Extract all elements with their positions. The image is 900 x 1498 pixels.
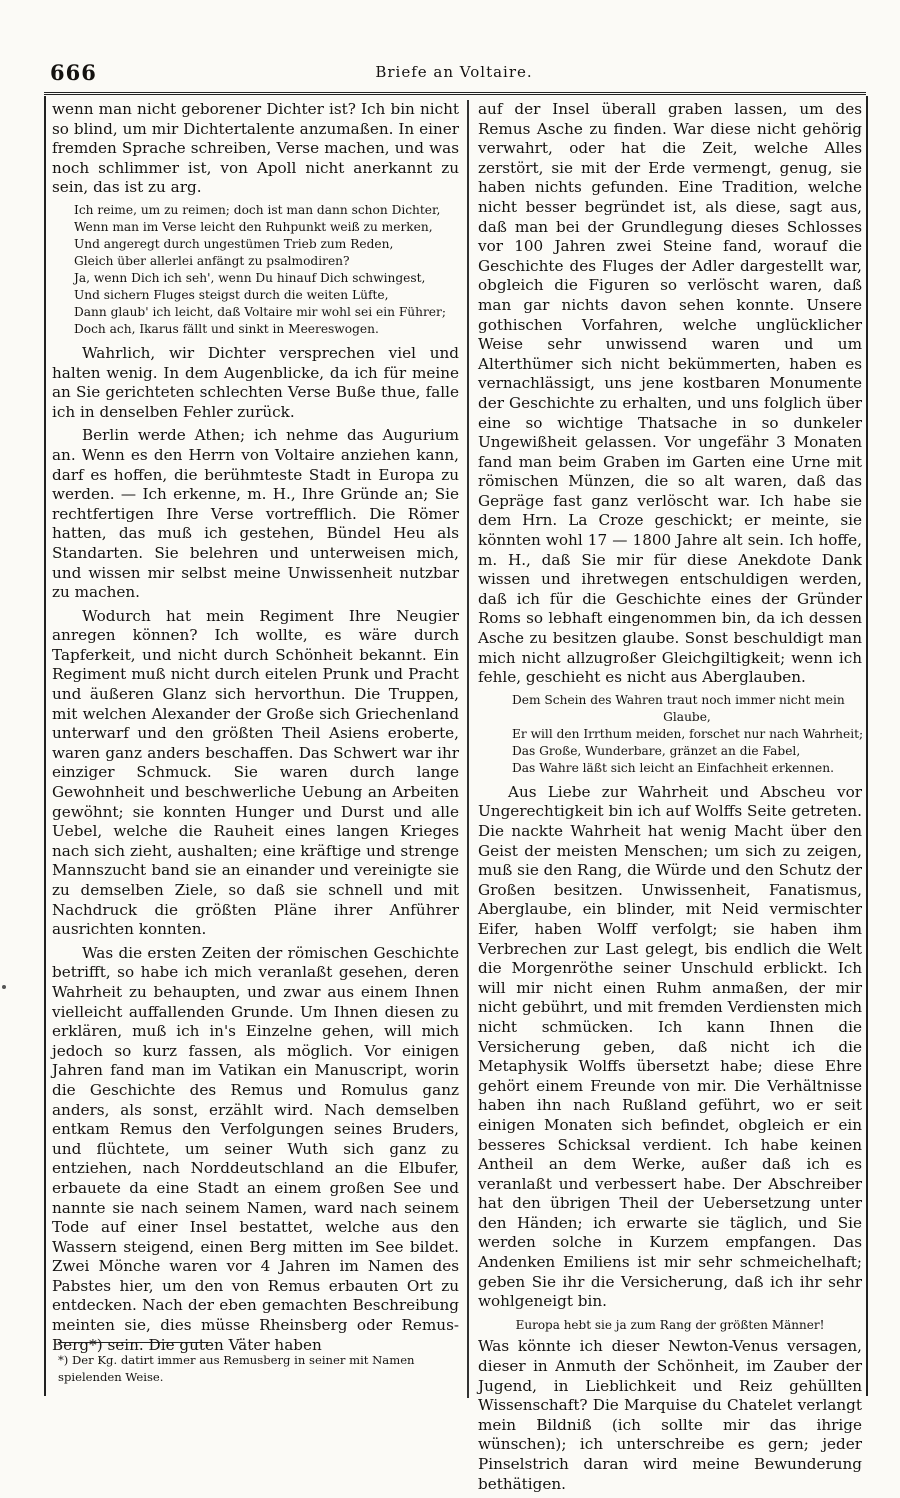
paragraph: Aus Liebe zur Wahrheit und Abscheu vor Ungerechtigkeit bin ich auf Wolffs Seite getreten. Die nackte Wahrheit hat wenig Macht über den Geist der meisten Menschen; um sich zu zeigen, muß sie den Rang, die Würde und den Schutz der Großen besitzen. Unwissenheit, Fanatismus, Aberglaube, ein blinder, mit Neid vermischter Eifer, haben Wolff verfolgt; sie haben ihm Verbrechen zur Last gelegt, bis endlich die Welt die Morgenröthe seiner Unschuld erblickt. Ich will mir nicht einen Ruhm anmaßen, der mir nicht gebührt, und mit fremden Verdiensten mich nicht schmücken. Ich kann Ihnen die Versicherung geben, daß nicht ich die Metaphysik Wolffs übersetzt habe; diese Ehre gehört einem Freunde von mir. Die Verhältnisse haben ihn nach Rußland geführt, wo er seit einigen Monaten sich befindet, obgleich er ein besseres Schicksal verdient. Ich habe keinen Antheil an dem Werke, außer daß ich es veranlaßt und verbessert habe. Der Abschreiber hat den übrigen Theil der Uebersetzung unter den Händen; ich erwarte sie täglich, und Sie werden solche in Kurzem empfangen. Das Andenken Emiliens ist mir sehr schmeichelhaft; geben Sie ihr die Versicherung, daß ich ihr sehr wohlgeneigt bin. bbox=[478, 782, 862, 1311]
paragraph: Wodurch hat mein Regiment Ihre Neugier anregen können? Ich wollte, es wäre durch Tapferkeit, und nicht durch Schönheit bekannt. Ein Regiment muß nicht durch eitelen Prunk und Pracht und äußeren Glanz sich hervorthun. Die Truppen, mit welchen Alexander der Große sich Griechenland unterwarf und den größten Theil Asiens eroberte, waren ganz anders beschaffen. Das Schwert war ihr einziger Schmuck. Sie waren durch lange Gewohnheit und beschwerliche Uebung an Arbeiten gewöhnt; sie konnten Hunger und Durst und alle Uebel, welche die Rauheit eines langen Krieges nach sich zieht, aushalten; eine kräftige und strenge Mannszucht band sie an einander und vereinigte sie zu demselben Ziele, so daß sie schnell und mit Nachdruck die größten Pläne ihrer Anführer ausrichten konnten. bbox=[52, 606, 459, 939]
paragraph: Wahrlich, wir Dichter versprechen viel und halten wenig. In dem Augenblicke, da ich für meine an Sie gerichteten schlechten Verse Buße thue, falle ich in denselben Fehler zurück. bbox=[52, 343, 459, 421]
verse-line: Glaube, bbox=[663, 709, 711, 724]
paragraph: Berlin werde Athen; ich nehme das Augurium an. Wenn es den Herrn von Voltaire anziehen kann, darf es hoffen, die berühmteste Stadt in Europa zu werden. — Ich erkenne, m. H., Ihre Gründe an; Sie rechtfertigen Ihre Verse vortrefflich. Die Römer hatten, das muß ich gestehen, Bündel Heu als Standarten. Sie belehren und unterweisen mich, und wissen mir selbst meine Unwissenheit nutzbar zu machen. bbox=[52, 426, 459, 602]
verse-line: Das Große, Wunderbare, gränzet an die Fabel, bbox=[512, 743, 801, 758]
paragraph: Was die ersten Zeiten der römischen Geschichte betrifft, so habe ich mich veranlaßt gesehen, deren Wahrheit zu behaupten, und zwar aus einem Ihnen vielleicht auffallenden Grunde. Um Ihnen diesen zu erklären, muß ich in's Einzelne gehen, will mich jedoch so kurz fassen, als möglich. Vor einigen Jahren fand man im Vatikan ein Manuscript, worin die Geschichte des Remus und Romulus ganz anders, als sonst, erzählt wird. Nach demselben entkam Remus den Verfolgungen seines Bruders, und flüchtete, um seiner Wuth sich ganz zu entziehen, nach Norddeutschland an die Elbufer, erbauete da eine Stadt an einem großen See und nannte sie nach seinem Namen, ward nach seinem Tode auf einer Insel bestattet, welche aus den Wassern steigend, einen Berg mitten im See bildet. Zwei Mönche waren vor 4 Jahren im Namen des Pabstes hier, um den von Remus erbauten Ort zu entdecken. Nach der eben gemachten Beschreibung meinten sie, dies müsse Rheinsberg oder Remus-Berg*) sein. Die guten Väter haben bbox=[52, 943, 459, 1354]
left-column bbox=[52, 100, 459, 1359]
verse-line: Das Wahre läßt sich leicht an Einfachheit erkennen. bbox=[512, 760, 834, 775]
verse-line: Ich reime, um zu reimen; doch ist man dann schon Dichter, bbox=[74, 202, 441, 217]
margin-speck bbox=[2, 985, 6, 989]
verse-line: Europa hebt sie ja zum Rang der größten Männer! bbox=[515, 1317, 825, 1332]
right-column bbox=[478, 100, 862, 1498]
verse-block bbox=[74, 202, 459, 338]
verse-line: Ja, wenn Dich ich seh', wenn Du hinauf Dich schwingest, bbox=[74, 270, 426, 285]
frame-right-rule bbox=[866, 96, 868, 1396]
footnote-rule bbox=[58, 1342, 208, 1343]
page-number: 666 bbox=[50, 60, 97, 85]
verse-line: Und angeregt durch ungestümen Trieb zum Reden, bbox=[74, 236, 394, 251]
footnote: *) Der Kg. datirt immer aus Remusberg in seiner mit Namen spielenden Weise. bbox=[58, 1353, 415, 1384]
paragraph: Was könnte ich dieser Newton-Venus versagen, dieser in Anmuth der Schönheit, im Zauber der Jugend, in Lieblichkeit und Reiz gehüllten Wissenschaft? Die Marquise du Chatelet verlangt mein Bildniß (ich sollte mir das ihrige wünschen); ich unterschreibe es gern; jeder Pinselstrich daran wird meine Bewunderung bethätigen. bbox=[478, 1337, 862, 1493]
frame-left-rule bbox=[44, 96, 46, 1396]
running-title: Briefe an Voltaire. bbox=[375, 63, 533, 81]
header-rule bbox=[44, 92, 866, 95]
verse-line: Gleich über allerlei anfängt zu psalmodiren? bbox=[74, 253, 350, 268]
verse-line: Doch ach, Ikarus fällt und sinkt in Meereswogen. bbox=[74, 321, 379, 336]
verse-line: Wenn man im Verse leicht den Ruhpunkt weiß zu merken, bbox=[74, 219, 433, 234]
verse-line: Und sichern Fluges steigst durch die weiten Lüfte, bbox=[74, 287, 389, 302]
verse-block bbox=[512, 692, 862, 777]
paragraph: wenn man nicht geborener Dichter ist? Ich bin nicht so blind, um mir Dichtertalente anzumaßen. In einer fremden Sprache schreiben, Verse machen, und was noch schlimmer ist, von Apoll nicht anerkannt zu sein, das ist zu arg. bbox=[52, 100, 459, 197]
verse-line: Dem Schein des Wahren traut noch immer nicht mein bbox=[512, 692, 845, 707]
verse-line: Er will den Irrthum meiden, forschet nur nach Wahrheit; bbox=[512, 726, 864, 741]
paragraph: auf der Insel überall graben lassen, um des Remus Asche zu finden. War diese nicht gehörig verwahrt, oder hat die Zeit, welche Alles zerstört, sie mit der Erde vermengt, genug, sie haben nichts gefunden. Eine Tradition, welche nicht besser begründet ist, als diese, sagt aus, daß man bei der Grundlegung dieses Schlosses vor 100 Jahren zwei Steine fand, worauf die Geschichte des Fluges der Adler dargestellt war, obgleich die Figuren so verlöscht waren, daß man gar nichts davon sehen konnte. Unsere gothischen Vorfahren, welche unglücklicher Weise sehr unwissend waren und um Alterthümer sich nicht bekümmerten, haben es vernachlässigt, uns jene kostbaren Monumente der Geschichte zu erhalten, und uns folglich über eine so wichtige Thatsache in so dunkeler Ungewißheit gelassen. Vor ungefähr 3 Monaten fand man beim Graben im Garten eine Urne mit römischen Münzen, die so alt waren, daß das Gepräge fast ganz verlöscht war. Ich habe sie dem Hrn. La Croze geschickt; er meinte, sie könnten wohl 17 — 1800 Jahre alt sein. Ich hoffe, m. H., daß Sie mir für diese Anekdote Dank wissen und ihretwegen entschuldigen werden, daß ich für die Geschichte eines der Gründer Roms so lebhaft eingenommen bin, da ich dessen Asche zu besitzen glaube. Sonst beschuldigt man mich nicht allzugroßer Gleichgiltigkeit; wenn ich fehle, geschieht es nicht aus Aberglauben. bbox=[478, 100, 862, 687]
column-divider bbox=[467, 100, 469, 1398]
verse-line: Dann glaub' ich leicht, daß Voltaire mir wohl sei ein Führer; bbox=[74, 304, 446, 319]
page-header bbox=[44, 58, 864, 88]
